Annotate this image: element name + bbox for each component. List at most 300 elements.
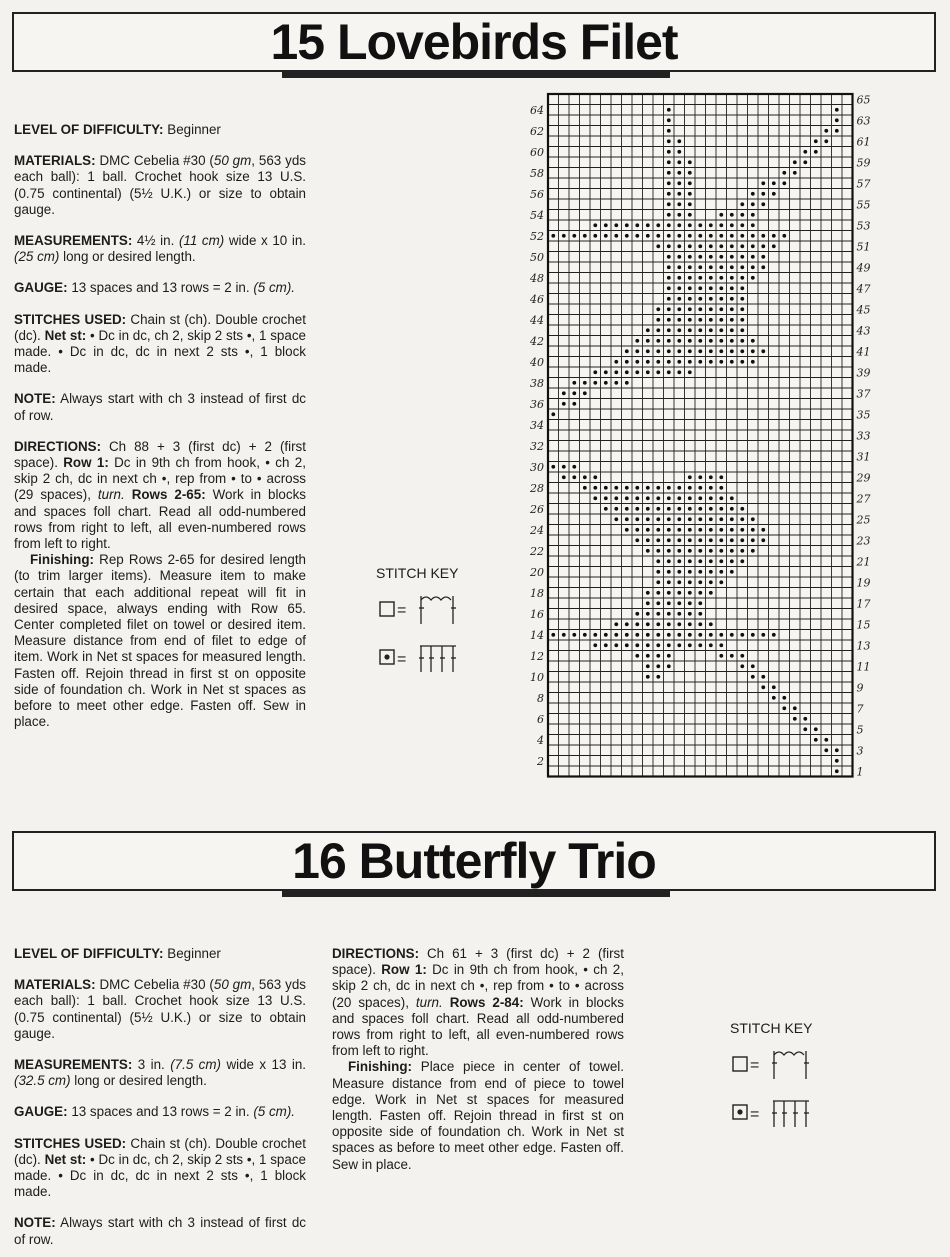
space-symbol-icon	[380, 602, 394, 616]
chart-block	[688, 559, 692, 563]
chart-block	[719, 223, 723, 227]
chart-block	[688, 528, 692, 532]
row-label-left: 12	[530, 649, 544, 663]
row-label-right: 43	[856, 324, 871, 338]
chart-block	[677, 192, 681, 196]
chart-block	[688, 580, 692, 584]
chart-block	[667, 244, 671, 248]
chart-block	[688, 601, 692, 605]
chart-block	[677, 360, 681, 364]
chart-block	[646, 507, 650, 511]
chart-block	[709, 570, 713, 574]
chart-block	[709, 255, 713, 259]
chart-block	[635, 223, 639, 227]
chart-block	[593, 370, 597, 374]
chart-block	[698, 349, 702, 353]
chart-block	[688, 475, 692, 479]
row-label-right: 53	[856, 219, 871, 233]
chart-block	[730, 328, 734, 332]
chart-block	[614, 496, 618, 500]
chart-block	[740, 549, 744, 553]
row-label-right: 45	[856, 303, 871, 317]
chart-block	[667, 591, 671, 595]
chart-block	[688, 349, 692, 353]
chart-block	[709, 297, 713, 301]
chart-block	[635, 643, 639, 647]
chart-block	[740, 528, 744, 532]
space-symbol-icon	[733, 1057, 747, 1071]
pattern15-directions: DIRECTIONS: Ch 88 + 3 (first dc) + 2 (first space). Row 1: Dc in 9th ch from hook, • ch 2, skip 2 ch, dc in next ch •, rep from • to • across (29 spaces), turn. Rows 2-65: Work in blocks and spaces foll chart. Read all odd-numbered rows from right to left, all even-numbered rows from left to right.	[14, 438, 306, 552]
chart-block	[625, 517, 629, 521]
chart-block	[646, 622, 650, 626]
chart-block	[656, 633, 660, 637]
chart-block	[656, 538, 660, 542]
row-label-right: 29	[856, 471, 871, 485]
chart-block	[646, 643, 650, 647]
chart-block	[740, 633, 744, 637]
chart-block	[688, 181, 692, 185]
chart-block	[761, 244, 765, 248]
chart-block	[677, 181, 681, 185]
chart-block	[751, 213, 755, 217]
chart-block	[709, 591, 713, 595]
row-label-left: 16	[530, 607, 544, 621]
chart-block	[551, 234, 555, 238]
chart-block	[646, 633, 650, 637]
chart-block	[677, 517, 681, 521]
chart-block	[751, 538, 755, 542]
row-label-right: 65	[856, 93, 871, 107]
chart-block	[667, 328, 671, 332]
row-label-right: 19	[856, 576, 871, 590]
chart-block	[719, 580, 723, 584]
chart-block	[635, 517, 639, 521]
row-label-right: 35	[856, 408, 871, 422]
chart-block	[593, 643, 597, 647]
chart-block	[719, 339, 723, 343]
chart-block	[709, 559, 713, 563]
chart-block	[562, 633, 566, 637]
chart-block	[719, 570, 723, 574]
row-label-right: 11	[856, 660, 871, 674]
row-label-left: 8	[537, 691, 544, 705]
chart-block	[698, 643, 702, 647]
chart-block	[730, 517, 734, 521]
chart-block	[667, 150, 671, 154]
chart-block	[814, 738, 818, 742]
chart-block	[709, 339, 713, 343]
chart-block	[551, 633, 555, 637]
chart-block	[625, 360, 629, 364]
chart-block	[625, 507, 629, 511]
chart-block	[688, 486, 692, 490]
pattern15-note: NOTE: Always start with ch 3 instead of first dc of row.	[14, 391, 307, 423]
row-label-right: 17	[856, 597, 871, 611]
row-label-left: 20	[530, 565, 544, 579]
chart-block	[709, 538, 713, 542]
chart-block	[604, 507, 608, 511]
chart-block	[698, 538, 702, 542]
row-label-left: 62	[530, 124, 544, 138]
chart-block	[677, 633, 681, 637]
chart-block	[730, 528, 734, 532]
chart-block	[740, 360, 744, 364]
chart-block	[656, 496, 660, 500]
chart-block	[656, 528, 660, 532]
row-label-left: 14	[530, 628, 544, 642]
chart-block	[667, 181, 671, 185]
chart-block	[761, 685, 765, 689]
chart-block	[677, 139, 681, 143]
chart-block	[688, 223, 692, 227]
chart-block	[772, 234, 776, 238]
chart-block	[698, 244, 702, 248]
lovebirds-chart-svg	[518, 92, 884, 798]
row-label-right: 61	[856, 135, 871, 149]
chart-block	[730, 213, 734, 217]
chart-block	[625, 486, 629, 490]
chart-block	[824, 129, 828, 133]
chart-block	[688, 507, 692, 511]
chart-block	[646, 517, 650, 521]
chart-block	[730, 654, 734, 658]
chart-block	[656, 570, 660, 574]
chart-block	[719, 276, 723, 280]
chart-block	[719, 307, 723, 311]
chart-block	[740, 265, 744, 269]
chart-block	[667, 129, 671, 133]
chart-block	[677, 297, 681, 301]
chart-block	[688, 192, 692, 196]
chart-block	[604, 486, 608, 490]
chart-block	[572, 234, 576, 238]
chart-block	[751, 517, 755, 521]
chart-block	[740, 276, 744, 280]
chart-block	[562, 465, 566, 469]
row-label-left: 52	[530, 229, 544, 243]
chart-block	[740, 664, 744, 668]
chart-block	[677, 591, 681, 595]
block-stitch-diagram-icon	[772, 1101, 809, 1127]
chart-block	[698, 223, 702, 227]
chart-block	[803, 727, 807, 731]
chart-block	[656, 234, 660, 238]
row-label-right: 23	[856, 534, 871, 548]
chart-block	[698, 486, 702, 490]
chart-block	[677, 202, 681, 206]
pattern16-stitch-key	[731, 1043, 821, 1138]
chart-block	[635, 528, 639, 532]
chart-block	[719, 349, 723, 353]
chart-block	[677, 538, 681, 542]
chart-block	[688, 213, 692, 217]
chart-block	[719, 496, 723, 500]
chart-block	[572, 633, 576, 637]
chart-block	[772, 685, 776, 689]
chart-block	[709, 307, 713, 311]
chart-block	[646, 664, 650, 668]
chart-block	[751, 244, 755, 248]
chart-block	[698, 580, 702, 584]
chart-block	[677, 213, 681, 217]
chart-block	[572, 391, 576, 395]
chart-block	[688, 234, 692, 238]
chart-block	[583, 391, 587, 395]
row-label-left: 42	[530, 334, 544, 348]
row-label-right: 21	[856, 555, 871, 569]
chart-block	[709, 643, 713, 647]
chart-block	[719, 255, 723, 259]
chart-block	[740, 517, 744, 521]
chart-block	[646, 549, 650, 553]
chart-block	[698, 601, 702, 605]
chart-block	[604, 234, 608, 238]
chart-block	[761, 202, 765, 206]
chart-block	[677, 559, 681, 563]
chart-block	[740, 255, 744, 259]
chart-block	[730, 538, 734, 542]
chart-block	[583, 633, 587, 637]
chart-block	[677, 171, 681, 175]
chart-block	[761, 234, 765, 238]
chart-block	[719, 265, 723, 269]
chart-block	[688, 276, 692, 280]
row-label-left: 6	[537, 712, 544, 726]
chart-block	[698, 612, 702, 616]
chart-block	[635, 360, 639, 364]
chart-block	[572, 465, 576, 469]
chart-block	[740, 307, 744, 311]
chart-block	[740, 318, 744, 322]
chart-block	[646, 370, 650, 374]
chart-block	[730, 318, 734, 322]
row-label-left: 46	[530, 292, 544, 306]
chart-block	[646, 612, 650, 616]
chart-block	[635, 612, 639, 616]
chart-block	[688, 307, 692, 311]
chart-block	[688, 591, 692, 595]
chart-block	[740, 507, 744, 511]
chart-block	[667, 349, 671, 353]
chart-block	[646, 675, 650, 679]
chart-block	[835, 118, 839, 122]
chart-block	[551, 465, 555, 469]
chart-block	[667, 549, 671, 553]
pattern16-measurements: MEASUREMENTS: 3 in. (7.5 cm) wide x 13 in. (32.5 cm) long or desired length.	[14, 1057, 306, 1089]
chart-block	[719, 234, 723, 238]
chart-block	[667, 654, 671, 658]
chart-block	[635, 654, 639, 658]
chart-block	[709, 360, 713, 364]
chart-block	[614, 633, 618, 637]
pattern16-gauge: GAUGE: 13 spaces and 13 rows = 2 in. (5 cm).	[14, 1104, 295, 1120]
chart-block	[688, 643, 692, 647]
chart-background	[548, 94, 853, 777]
chart-block	[730, 286, 734, 290]
chart-block	[751, 549, 755, 553]
chart-block	[667, 213, 671, 217]
chart-block	[677, 265, 681, 269]
chart-block	[719, 559, 723, 563]
pattern16-finishing: Finishing: Place piece in center of towel. Measure distance from end of piece to towel edge. Work in Net st spaces for measured length. Fasten off. Rejoin thread in first st on opposite side of foundation ch. Work in Net st spaces as before to meet other edge. Fasten off. Sew in place.	[332, 1059, 624, 1172]
chart-block	[709, 223, 713, 227]
chart-block	[709, 517, 713, 521]
chart-block	[719, 328, 723, 332]
chart-block	[656, 591, 660, 595]
chart-block	[667, 202, 671, 206]
chart-block	[719, 549, 723, 553]
chart-block	[709, 234, 713, 238]
space-equals: =	[397, 602, 407, 619]
row-label-left: 34	[530, 418, 544, 432]
chart-block	[761, 192, 765, 196]
pattern16-materials: MATERIALS: DMC Cebelia #30 (50 gm, 563 yds each ball): 1 ball. Crochet hook size 13 U.S. (0.75 continental) (5½ U.K.) or size to obtain gauge.	[14, 977, 306, 1041]
chart-block	[751, 528, 755, 532]
pattern16-stitch-key-title: STITCH KEY	[730, 1020, 813, 1036]
row-label-left: 24	[530, 523, 544, 537]
chart-block	[751, 223, 755, 227]
chart-block	[751, 192, 755, 196]
chart-block	[751, 234, 755, 238]
chart-block	[656, 517, 660, 521]
row-label-left: 60	[530, 145, 544, 159]
chart-block	[646, 538, 650, 542]
chart-block	[709, 622, 713, 626]
chart-block	[604, 223, 608, 227]
chart-block	[730, 339, 734, 343]
chart-block	[730, 507, 734, 511]
row-label-right: 59	[856, 156, 871, 170]
pattern16-text-column-right	[332, 946, 624, 1188]
row-label-right: 31	[856, 450, 871, 464]
chart-block	[614, 360, 618, 364]
row-label-right: 55	[856, 198, 871, 212]
chart-block	[667, 286, 671, 290]
row-label-left: 22	[530, 544, 544, 558]
row-label-right: 41	[856, 345, 871, 359]
chart-block	[782, 234, 786, 238]
chart-block	[740, 213, 744, 217]
chart-block	[604, 496, 608, 500]
lovebirds-chart	[518, 92, 884, 803]
chart-block	[740, 654, 744, 658]
chart-block	[751, 276, 755, 280]
chart-block	[709, 349, 713, 353]
chart-block	[835, 759, 839, 763]
chart-block	[719, 286, 723, 290]
chart-block	[698, 318, 702, 322]
chart-block	[667, 339, 671, 343]
chart-block	[677, 370, 681, 374]
chart-block	[782, 171, 786, 175]
chart-block	[677, 286, 681, 290]
chart-block	[614, 223, 618, 227]
chart-block	[677, 486, 681, 490]
chart-block	[614, 517, 618, 521]
chart-block	[667, 612, 671, 616]
chart-block	[730, 223, 734, 227]
chart-block	[667, 108, 671, 112]
chart-block	[835, 129, 839, 133]
row-label-right: 63	[856, 114, 871, 128]
row-label-left: 10	[530, 670, 544, 684]
chart-block	[698, 559, 702, 563]
chart-block	[793, 160, 797, 164]
chart-block	[740, 349, 744, 353]
chart-block	[625, 643, 629, 647]
chart-block	[625, 496, 629, 500]
pattern16-level: LEVEL OF DIFFICULTY: Beginner	[14, 946, 221, 961]
chart-block	[614, 622, 618, 626]
chart-block	[719, 633, 723, 637]
chart-block	[646, 486, 650, 490]
chart-block	[709, 580, 713, 584]
row-label-left: 50	[530, 250, 544, 264]
chart-block	[698, 475, 702, 479]
chart-block	[688, 328, 692, 332]
chart-block	[646, 360, 650, 364]
chart-block	[698, 255, 702, 259]
chart-block	[656, 307, 660, 311]
chart-block	[740, 223, 744, 227]
chart-block	[625, 370, 629, 374]
chart-block	[719, 643, 723, 647]
chart-block	[667, 496, 671, 500]
chart-block	[667, 276, 671, 280]
chart-block	[730, 255, 734, 259]
row-label-left: 58	[530, 166, 544, 180]
chart-block	[688, 612, 692, 616]
pattern16-stitches: STITCHES USED: Chain st (ch). Double crochet (dc). Net st: • Dc in dc, ch 2, skip 2 sts •, 1 space made. • Dc in dc, dc in next 2 sts •, 1 block made.	[14, 1135, 306, 1200]
chart-block	[803, 160, 807, 164]
chart-block	[593, 234, 597, 238]
chart-block	[772, 696, 776, 700]
chart-block	[572, 381, 576, 385]
chart-block	[625, 234, 629, 238]
chart-block	[740, 244, 744, 248]
pattern16-directions: DIRECTIONS: Ch 61 + 3 (first dc) + 2 (first space). Row 1: Dc in 9th ch from hook, • ch 2, skip 2 ch, dc in next ch •, rep from • to • across (20 spaces), turn. Rows 2-84: Work in blocks and spaces foll chart. Read all odd-numbered rows from right to left, all even-numbered rows from left to right.	[332, 946, 624, 1059]
chart-block	[824, 738, 828, 742]
chart-block	[688, 160, 692, 164]
chart-block	[677, 223, 681, 227]
row-label-right: 3	[856, 744, 864, 758]
chart-block	[688, 496, 692, 500]
row-label-right: 49	[856, 261, 871, 275]
chart-block	[698, 633, 702, 637]
row-label-left: 18	[530, 586, 544, 600]
chart-block	[709, 318, 713, 322]
chart-block	[646, 528, 650, 532]
chart-block	[572, 475, 576, 479]
chart-block	[625, 381, 629, 385]
chart-block	[604, 633, 608, 637]
chart-block	[688, 538, 692, 542]
chart-block	[730, 234, 734, 238]
chart-block	[656, 223, 660, 227]
chart-block	[688, 255, 692, 259]
row-label-left: 26	[530, 502, 544, 516]
chart-block	[625, 633, 629, 637]
space-stitch-diagram-icon	[419, 596, 456, 624]
row-label-left: 28	[530, 481, 544, 495]
chart-block	[698, 591, 702, 595]
row-label-right: 33	[856, 429, 871, 443]
chart-block	[635, 339, 639, 343]
chart-block	[646, 601, 650, 605]
chart-block	[614, 234, 618, 238]
chart-block	[635, 507, 639, 511]
chart-block	[604, 643, 608, 647]
